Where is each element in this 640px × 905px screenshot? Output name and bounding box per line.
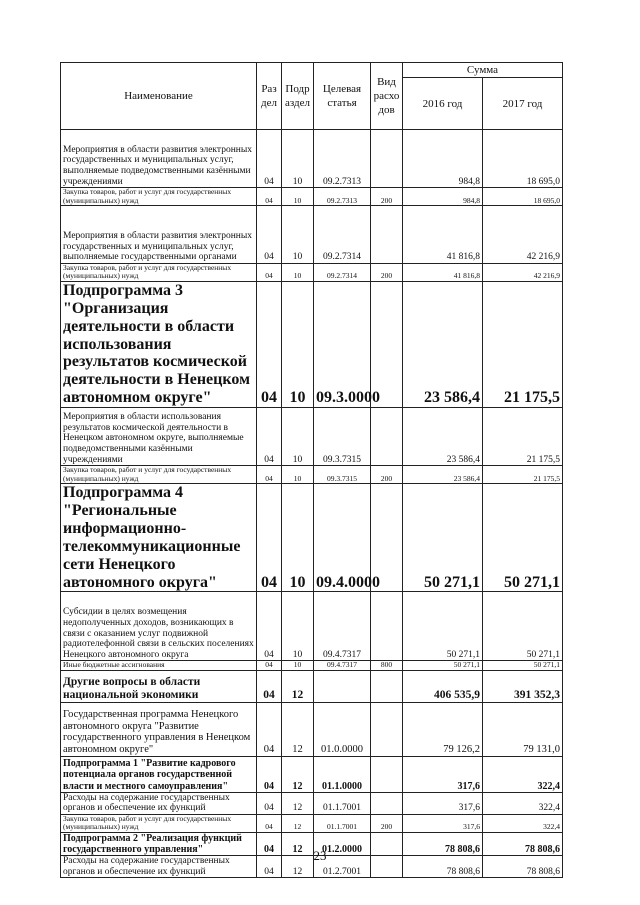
row-name: Мероприятия в области развития электронных государственных и муниципальных услуг, выполняемые подведомственными казёнными учреждениями <box>61 130 257 188</box>
row-razdel: 04 <box>257 592 282 661</box>
page-number: 23 <box>313 848 327 863</box>
row-name: Мероприятия в области использования результатов космической деятельности в Ненецком автономном округе, выполняемые подведомственными казёнными учреждениями <box>61 408 257 466</box>
row-vid: 200 <box>371 188 403 206</box>
row-sum-2017: 50 271,1 <box>483 483 563 591</box>
row-razdel: 04 <box>257 188 282 206</box>
row-sum-2017: 322,4 <box>483 756 563 792</box>
table-row <box>61 702 563 756</box>
budget-table <box>60 62 563 878</box>
row-sum-2017: 78 808,6 <box>483 832 563 855</box>
row-name: Иные бюджетные ассигнования <box>61 661 257 670</box>
row-podrazdel: 12 <box>282 832 314 855</box>
header-year-2016: 2016 год <box>403 78 483 130</box>
row-razdel: 04 <box>257 408 282 466</box>
row-vid <box>371 792 403 814</box>
row-sum-2016: 23 586,4 <box>403 408 483 466</box>
row-sum-2017: 18 695,0 <box>483 130 563 188</box>
row-sum-2016: 41 816,8 <box>403 206 483 264</box>
table-row <box>61 661 563 670</box>
row-name: Мероприятия в области развития электронных государственных и муниципальных услуг, выполняемые государственными органами <box>61 206 257 264</box>
table-row <box>61 188 563 206</box>
row-target: 09.4.7317 <box>314 592 371 661</box>
row-name: Другие вопросы в области национальной экономики <box>61 670 257 702</box>
row-sum-2016: 41 816,8 <box>403 264 483 282</box>
row-vid <box>371 408 403 466</box>
row-sum-2017: 322,4 <box>483 815 563 833</box>
row-razdel: 04 <box>257 264 282 282</box>
row-razdel: 04 <box>257 856 282 878</box>
row-sum-2017: 322,4 <box>483 792 563 814</box>
row-sum-2017: 79 131,0 <box>483 702 563 756</box>
row-sum-2016: 23 586,4 <box>403 466 483 484</box>
header-name: Наименование <box>61 63 257 130</box>
row-vid <box>371 702 403 756</box>
row-razdel: 04 <box>257 702 282 756</box>
row-razdel: 04 <box>257 670 282 702</box>
row-target: 01.2.0000 <box>314 832 371 855</box>
row-sum-2017: 50 271,1 <box>483 661 563 670</box>
row-podrazdel: 10 <box>282 264 314 282</box>
row-vid: 800 <box>371 661 403 670</box>
row-target: 01.1.7001 <box>314 815 371 833</box>
row-name: Подпрограмма 1 "Развитие кадрового потенциала органов государственной власти и местного самоуправления" <box>61 756 257 792</box>
row-razdel: 04 <box>257 130 282 188</box>
row-vid <box>371 756 403 792</box>
row-vid: 200 <box>371 815 403 833</box>
row-sum-2017: 21 175,5 <box>483 466 563 484</box>
row-target: 01.1.7001 <box>314 792 371 814</box>
row-target: 09.2.7314 <box>314 206 371 264</box>
table-row <box>61 815 563 833</box>
row-vid: 200 <box>371 264 403 282</box>
row-name: Расходы на содержание государственных органов и обеспечение их функций <box>61 792 257 814</box>
header-vid: Вид расхо дов <box>371 63 403 130</box>
row-sum-2017: 391 352,3 <box>483 670 563 702</box>
header-target: Целевая статья <box>314 63 371 130</box>
table-row <box>61 483 563 591</box>
row-name: Подпрограмма 4 "Региональные информационно-телекоммуникационные сети Ненецкого автономного округа" <box>61 483 257 591</box>
row-razdel: 04 <box>257 815 282 833</box>
row-sum-2016: 79 126,2 <box>403 702 483 756</box>
row-sum-2016: 23 586,4 <box>403 281 483 407</box>
header-razdel: Раз дел <box>257 63 282 130</box>
row-podrazdel: 12 <box>282 792 314 814</box>
row-sum-2017: 78 808,6 <box>483 856 563 878</box>
row-podrazdel: 10 <box>282 661 314 670</box>
row-podrazdel: 10 <box>282 466 314 484</box>
row-sum-2016: 50 271,1 <box>403 483 483 591</box>
row-name: Закупка товаров, работ и услуг для государственных (муниципальных) нужд <box>61 264 257 282</box>
row-target: 09.3.7315 <box>314 466 371 484</box>
row-sum-2017: 50 271,1 <box>483 592 563 661</box>
row-target <box>314 670 371 702</box>
row-sum-2016: 984,8 <box>403 188 483 206</box>
row-razdel: 04 <box>257 792 282 814</box>
row-sum-2016: 50 271,1 <box>403 661 483 670</box>
row-sum-2016: 984,8 <box>403 130 483 188</box>
row-podrazdel: 12 <box>282 756 314 792</box>
row-sum-2017: 18 695,0 <box>483 188 563 206</box>
table-row <box>61 792 563 814</box>
row-target: 09.2.7313 <box>314 188 371 206</box>
row-vid: 200 <box>371 466 403 484</box>
row-vid <box>371 130 403 188</box>
row-sum-2017: 21 175,5 <box>483 281 563 407</box>
row-podrazdel: 10 <box>282 408 314 466</box>
row-podrazdel: 10 <box>282 188 314 206</box>
row-sum-2017: 42 216,9 <box>483 206 563 264</box>
table-row <box>61 281 563 407</box>
row-podrazdel: 12 <box>282 670 314 702</box>
table-row <box>61 130 563 188</box>
row-name: Закупка товаров, работ и услуг для государственных (муниципальных) нужд <box>61 815 257 833</box>
row-podrazdel: 12 <box>282 702 314 756</box>
row-target: 01.2.7001 <box>314 856 371 878</box>
table-row <box>61 592 563 661</box>
row-razdel: 04 <box>257 756 282 792</box>
row-target: 01.1.0000 <box>314 756 371 792</box>
row-podrazdel: 10 <box>282 281 314 407</box>
row-sum-2016: 406 535,9 <box>403 670 483 702</box>
row-vid <box>371 670 403 702</box>
table-body <box>61 130 563 878</box>
row-sum-2016: 317,6 <box>403 756 483 792</box>
row-podrazdel: 12 <box>282 815 314 833</box>
row-target: 09.4.7317 <box>314 661 371 670</box>
table-row <box>61 466 563 484</box>
row-sum-2016: 50 271,1 <box>403 592 483 661</box>
row-name: Расходы на содержание государственных органов и обеспечение их функций <box>61 856 257 878</box>
row-name: Подпрограмма 3 "Организация деятельности в области использования результатов космической деятельности в Ненецком автономном округе" <box>61 281 257 407</box>
table-row <box>61 756 563 792</box>
row-podrazdel: 12 <box>282 856 314 878</box>
row-name: Субсидии в целях возмещения недополученных доходов, возникающих в связи с оказанием услуг подвижной радиотелефонной связи в сельских поселениях Ненецкого автономного округа <box>61 592 257 661</box>
row-target: 09.2.7313 <box>314 130 371 188</box>
row-target: 09.4.0000 <box>314 483 371 591</box>
row-sum-2016: 78 808,6 <box>403 856 483 878</box>
row-target: 01.0.0000 <box>314 702 371 756</box>
row-razdel: 04 <box>257 466 282 484</box>
table-row <box>61 264 563 282</box>
row-target: 09.3.7315 <box>314 408 371 466</box>
row-sum-2017: 21 175,5 <box>483 408 563 466</box>
row-name: Закупка товаров, работ и услуг для государственных (муниципальных) нужд <box>61 466 257 484</box>
row-target: 09.2.7314 <box>314 264 371 282</box>
row-podrazdel: 10 <box>282 206 314 264</box>
header-sum: Сумма <box>403 63 563 78</box>
header-podrazdel: Подр аздел <box>282 63 314 130</box>
row-target: 09.3.0000 <box>314 281 371 407</box>
row-razdel: 04 <box>257 661 282 670</box>
row-podrazdel: 10 <box>282 483 314 591</box>
row-podrazdel: 10 <box>282 592 314 661</box>
row-sum-2016: 317,6 <box>403 792 483 814</box>
row-name: Подпрограмма 2 "Реализация функций государственного управления" <box>61 832 257 855</box>
header-year-2017: 2017 год <box>483 78 563 130</box>
row-name: Государственная программа Ненецкого автономного округа "Развитие государственного управления в Ненецком автономном округе" <box>61 702 257 756</box>
row-razdel: 04 <box>257 206 282 264</box>
row-razdel: 04 <box>257 483 282 591</box>
row-sum-2016: 317,6 <box>403 815 483 833</box>
row-vid <box>371 592 403 661</box>
row-razdel: 04 <box>257 832 282 855</box>
row-podrazdel: 10 <box>282 130 314 188</box>
table-row <box>61 408 563 466</box>
table-row <box>61 206 563 264</box>
row-name: Закупка товаров, работ и услуг для государственных (муниципальных) нужд <box>61 188 257 206</box>
row-razdel: 04 <box>257 281 282 407</box>
row-vid <box>371 206 403 264</box>
table-row <box>61 670 563 702</box>
row-sum-2016: 78 808,6 <box>403 832 483 855</box>
row-sum-2017: 42 216,9 <box>483 264 563 282</box>
